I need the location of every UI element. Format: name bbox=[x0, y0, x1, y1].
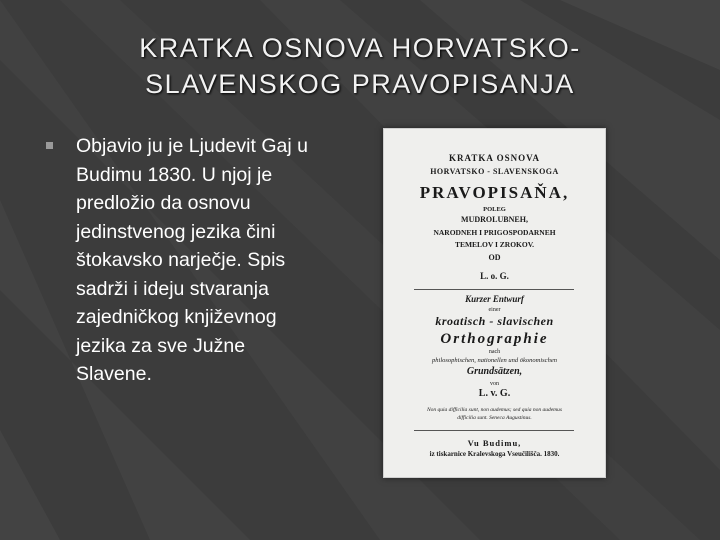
doc-line: NARODNEH I PRIGOSPODARNEH bbox=[433, 228, 556, 237]
doc-line: PRAVOPISAŇA, bbox=[419, 183, 570, 202]
doc-line: kroatisch - slavischen bbox=[435, 314, 554, 328]
doc-divider bbox=[414, 430, 574, 431]
doc-line: Orthographie bbox=[440, 331, 549, 347]
doc-line: POLEG bbox=[483, 206, 506, 213]
doc-line: iz tiskarnice Kralevskoga Vseučilišča. 1830. bbox=[429, 450, 560, 458]
doc-line: Kurzer Entwurf bbox=[465, 294, 524, 304]
doc-line: Vu Budimu, bbox=[467, 438, 522, 448]
doc-line: KRATKA OSNOVA bbox=[449, 153, 540, 163]
document-title-page-image bbox=[383, 128, 606, 478]
doc-line: einer bbox=[488, 307, 501, 313]
bullet-text: Objavio ju je Ljudevit Gaj u Budimu 1830. U njoj je predložio da osnovu jedinstvenog jezika čini štokavsko narječje. Spis sadrži i ideju stvaranja zajedničkog književnog jezika za sve Južne Slavene. bbox=[76, 135, 308, 385]
doc-line: nach bbox=[488, 349, 501, 355]
doc-line: von bbox=[490, 381, 499, 387]
doc-line: Grundsätzen, bbox=[466, 366, 523, 377]
slide-title-line-1: KRATKA OSNOVA HORVATSKO- bbox=[139, 33, 581, 63]
doc-line: OD bbox=[488, 253, 501, 262]
doc-line: MUDROLUBNEH, bbox=[461, 215, 528, 224]
square-bullet-icon bbox=[46, 142, 53, 149]
slide-title-line-2: SLAVENSKOG PRAVOPISANJA bbox=[145, 69, 575, 99]
doc-line: TEMELOV I ZROKOV. bbox=[454, 240, 535, 249]
doc-line: HORVATSKO - SLAVENSKOGA bbox=[430, 167, 559, 176]
slide-title bbox=[40, 30, 680, 102]
doc-line: L. o. G. bbox=[480, 271, 509, 281]
doc-line: L. v. G. bbox=[478, 388, 511, 399]
doc-line: difficilia sunt. Seneca Augustinus. bbox=[457, 415, 532, 421]
doc-line: philosophischen, nationellen und ökonomischen bbox=[432, 357, 557, 364]
doc-line: Non quia difficilia sunt, non audemus; sed quia non audemus bbox=[426, 407, 563, 413]
doc-divider bbox=[414, 289, 574, 290]
